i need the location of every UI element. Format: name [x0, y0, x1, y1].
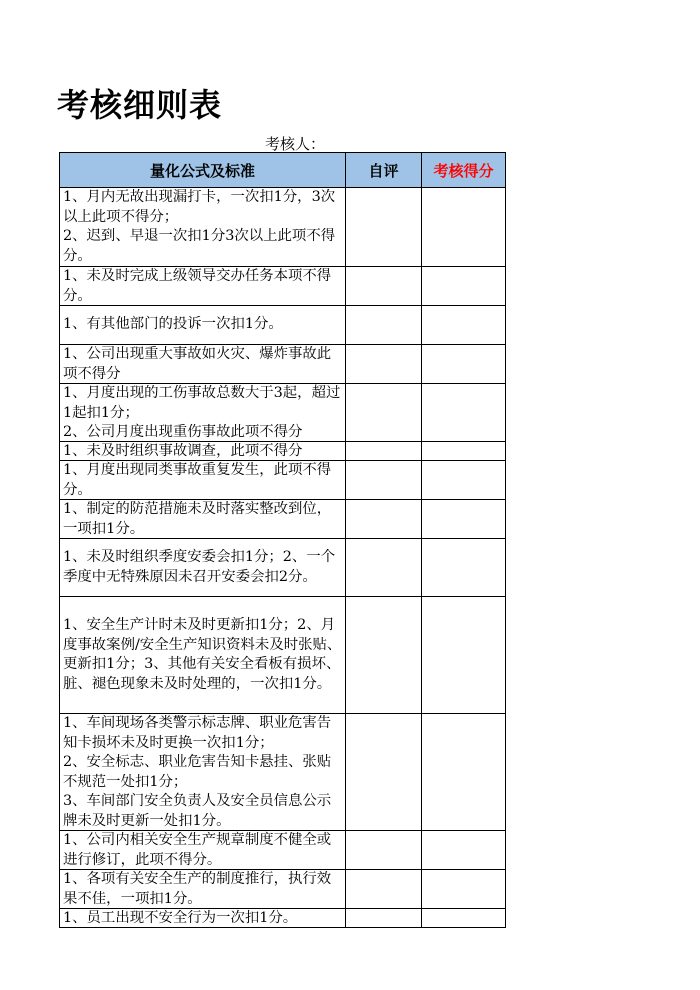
table-row — [60, 909, 506, 928]
self-eval-cell[interactable] — [346, 188, 422, 267]
criteria-line: 2、迟到、早退一次扣1分3次以上此项不得分。 — [63, 228, 336, 264]
score-cell[interactable] — [422, 909, 506, 928]
criteria-line: 1、未及时组织季度安委会扣1分；2、一个季度中无特殊原因未召开安委会扣2分。 — [63, 549, 336, 585]
table-row — [60, 831, 506, 870]
criteria-line: 1、月度出现同类事故重复发生，此项不得分。 — [63, 462, 332, 498]
self-eval-cell[interactable] — [346, 909, 422, 928]
criteria-line: 1、有其他部门的投诉一次扣1分。 — [63, 316, 283, 333]
criteria-cell — [60, 909, 346, 928]
criteria-line: 1、未及时完成上级领导交办任务本项不得分。 — [63, 268, 332, 304]
score-cell[interactable] — [422, 188, 506, 267]
self-eval-cell[interactable] — [346, 267, 422, 306]
criteria-cell — [60, 500, 346, 539]
criteria-line: 2、公司月度出现重伤事故此项不得分 — [63, 424, 303, 440]
criteria-line: 1、各项有关安全生产的制度推行，执行效果不佳，一项扣1分。 — [63, 871, 332, 907]
table-row — [60, 461, 506, 500]
self-eval-cell[interactable] — [346, 384, 422, 442]
criteria-line: 1、公司出现重大事故如火灾、爆炸事故此项不得分 — [63, 346, 332, 382]
self-eval-cell[interactable] — [346, 714, 422, 831]
criteria-header: 量化公式及标准 — [60, 153, 346, 188]
table-row — [60, 442, 506, 461]
criteria-cell — [60, 714, 346, 831]
score-cell[interactable] — [422, 714, 506, 831]
score-cell[interactable] — [422, 539, 506, 597]
criteria-line: 1、月度出现的工伤事故总数大于3起，超过1起扣1分； — [63, 385, 341, 421]
table-row — [60, 188, 506, 267]
criteria-line: 1、员工出现不安全行为一次扣1分。 — [63, 910, 298, 926]
criteria-line: 2、安全标志、职业危害告知卡悬挂、张贴不规范一处扣1分； — [63, 754, 332, 790]
self-eval-header: 自评 — [346, 153, 422, 188]
criteria-cell — [60, 188, 346, 267]
table-row — [60, 714, 506, 831]
table-header-row — [60, 153, 506, 188]
self-eval-cell[interactable] — [346, 539, 422, 597]
self-eval-cell[interactable] — [346, 461, 422, 500]
table-row — [60, 345, 506, 384]
score-cell[interactable] — [422, 500, 506, 539]
self-eval-cell[interactable] — [346, 345, 422, 384]
criteria-cell — [60, 306, 346, 345]
score-cell[interactable] — [422, 267, 506, 306]
score-cell[interactable] — [422, 461, 506, 500]
criteria-line: 1、安全生产计时未及时更新扣1分；2、月度事故案例/安全生产知识资料未及时张贴、更新扣1分；3、其他有关安全看板有损坏、脏、褪色现象未及时处理的，一次扣1分。 — [63, 617, 342, 692]
score-cell[interactable] — [422, 384, 506, 442]
criteria-cell — [60, 539, 346, 597]
table-row — [60, 384, 506, 442]
table-row — [60, 306, 506, 345]
criteria-cell — [60, 461, 346, 500]
score-cell[interactable] — [422, 870, 506, 909]
self-eval-cell[interactable] — [346, 306, 422, 345]
score-cell[interactable] — [422, 442, 506, 461]
table-body — [60, 188, 506, 928]
criteria-cell — [60, 442, 346, 461]
score-cell[interactable] — [422, 597, 506, 714]
score-cell[interactable] — [422, 831, 506, 870]
score-header: 考核得分 — [422, 153, 506, 188]
self-eval-cell[interactable] — [346, 500, 422, 539]
criteria-cell — [60, 384, 346, 442]
self-eval-cell[interactable] — [346, 442, 422, 461]
table-row — [60, 597, 506, 714]
self-eval-cell[interactable] — [346, 597, 422, 714]
table-row — [60, 267, 506, 306]
self-eval-cell[interactable] — [346, 831, 422, 870]
score-cell[interactable] — [422, 306, 506, 345]
assessment-table — [59, 152, 506, 928]
criteria-line: 1、公司内相关安全生产规章制度不健全或进行修订，此项不得分。 — [63, 832, 332, 868]
criteria-line: 1、月内无故出现漏打卡，一次扣1分，3次以上此项不得分； — [63, 189, 336, 225]
criteria-cell — [60, 831, 346, 870]
assessor-label: 考核人： — [265, 135, 326, 153]
page-title: 考核细则表 — [57, 86, 223, 124]
criteria-line: 1、车间现场各类警示标志牌、职业危害告知卡损坏未及时更换一次扣1分； — [63, 715, 332, 751]
criteria-cell — [60, 267, 346, 306]
score-cell[interactable] — [422, 345, 506, 384]
table-row — [60, 539, 506, 597]
criteria-line: 1、制定的防范措施未及时落实整改到位，一项扣1分。 — [63, 501, 332, 537]
table-row — [60, 500, 506, 539]
table-row — [60, 870, 506, 909]
criteria-cell — [60, 345, 346, 384]
criteria-line: 3、车间部门安全负责人及安全员信息公示牌未及时更新一处扣1分。 — [63, 793, 332, 829]
criteria-cell — [60, 870, 346, 909]
criteria-cell — [60, 597, 346, 714]
self-eval-cell[interactable] — [346, 870, 422, 909]
criteria-line: 1、未及时组织事故调查，此项不得分 — [63, 443, 303, 459]
